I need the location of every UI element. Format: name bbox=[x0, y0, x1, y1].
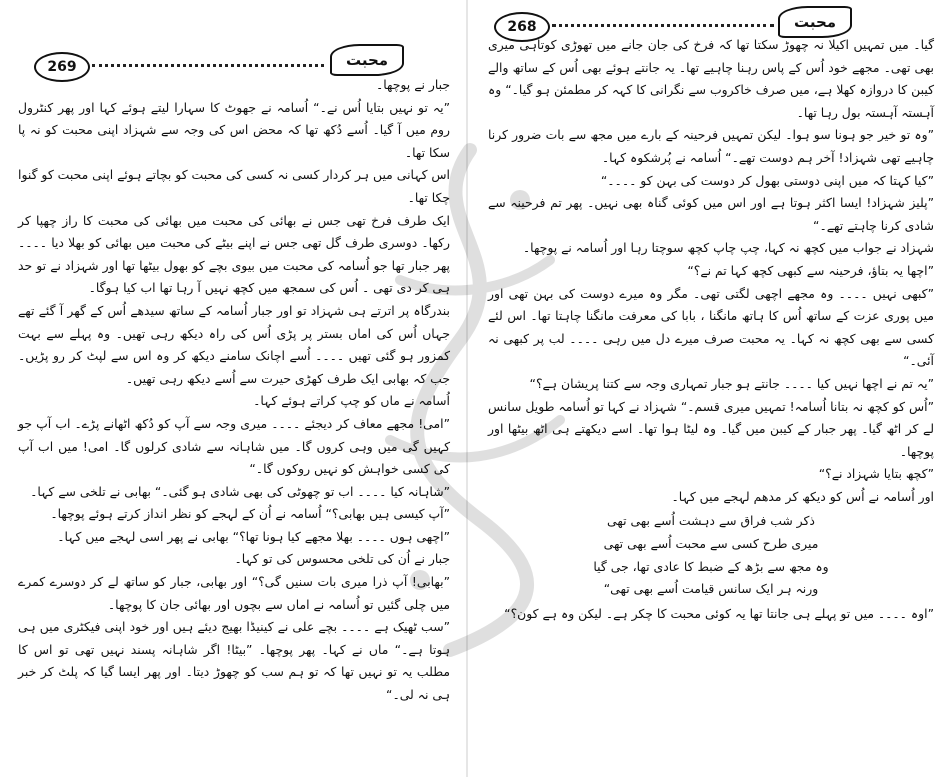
page-number-left: 269 bbox=[34, 52, 90, 82]
paragraph: ”کبھی نہیں ۔۔۔۔ وہ مجھے اچھی لگتی تھی۔ مگر وہ میرے دوست کی بہن تھی اور میں پوری عزت کے ساتھ اُس کا ہاتھ مانگنا ، بابا کی معرفت مانگنا چاہتا تھا۔ اس لئے کسی سے بھی کچھ نہ کہا۔ یہ محبت صرف میرے دل میں رہی ۔۔۔۔ لب پر کبھی نہ آئی۔“ bbox=[488, 285, 934, 369]
poem-line: وہ مجھ سے بڑھ کے ضبط کا عادی تھا، جی گیا bbox=[593, 558, 829, 574]
paragraph: ”وہ تو خیر جو ہونا سو ہوا۔ لیکن تمہیں فرحینہ کے بارے میں مجھ سے بات ضرور کرنا چاہیے تھی شہزاد! آخر ہم دوست تھے۔“ اُسامہ نے پُرشکوہ کہا۔ bbox=[488, 127, 934, 165]
header-dotted-rule bbox=[552, 24, 774, 27]
page-gutter bbox=[466, 0, 468, 777]
header-dotted-rule bbox=[92, 64, 324, 67]
paragraph: ”بھابی! آپ ذرا میری بات سنیں گی؟“ اور بھابی، جبار کو ساتھ لے کر دوسرے کمرے میں چلی گئیں تو اُسامہ نے اماں سے بچوں اور بھائی جان کا پوچھا۔ bbox=[18, 574, 450, 612]
paragraph: ایک طرف فرخ تھی جس نے بھائی کی محبت میں بھائی کی محبت کا راز چھپا کر رکھا۔ دوسری طرف گل تھی جس نے اپنے بیٹے کی محبت میں بھائی کو بھلا دیا ۔۔۔۔ پھر جبار تھا جو اُسامہ کی محبت میں بیوی بچے کو بھول بیٹھا تھا اور شہزاد نے تو حد ہی کر دی تھی ۔ اُس کی سمجھ میں کچھ نہیں آ رہا تھا اب کیا ہوگا۔ bbox=[18, 212, 450, 296]
paragraph: ”اُس کو کچھ نہ بتانا اُسامہ! تمہیں میری قسم۔“ شہزاد نے کہا تو اُسامہ طویل سانس لے کر اٹھ گیا۔ پھر جبار کے کیبن میں گیا۔ وہ لیٹا ہوا تھا۔ اسے دیکھتے ہی اٹھ بیٹھا اور پوچھا۔ bbox=[488, 398, 934, 459]
paragraph: اور اُسامہ نے اُس کو دیکھ کر مدھم لہجے میں کہا۔ bbox=[671, 488, 934, 504]
left-page-header bbox=[0, 0, 460, 80]
paragraph: ”یہ تم نے اچھا نہیں کیا ۔۔۔۔ جانتے ہو جبار تمہاری وجہ سے کتنا پریشان ہے؟“ bbox=[529, 375, 934, 391]
paragraph: ”شاہانہ کیا ۔۔۔۔ اب تو چھوٹی کی بھی شادی ہو گئی۔“ بھابی نے تلخی سے کہا۔ bbox=[30, 483, 450, 499]
paragraph: ”کچھ بتایا شہزاد نے؟“ bbox=[818, 466, 934, 482]
poem-line: ورنہ ہر ایک سانس قیامت اُسے بھی تھی“ bbox=[603, 581, 819, 597]
paragraph: اس کہانی میں ہر کردار کسی نہ کسی کی محبت کو بچاتے ہوئے اپنی محبت کو گنوا چکا تھا۔ bbox=[18, 167, 450, 205]
poem-verse bbox=[488, 508, 934, 602]
paragraph: ”آپ کیسی ہیں بھابی؟“ اُسامہ نے اُن کے لہجے کو نظر انداز کرتے ہوئے پوچھا۔ bbox=[50, 506, 450, 522]
paragraph: اُسامہ نے ماں کو چپ کراتے ہوئے کہا۔ bbox=[253, 393, 450, 409]
magazine-logo: محبت bbox=[778, 6, 852, 38]
paragraph: ”اچھی ہوں ۔۔۔۔ بھلا مجھے کیا ہونا تھا؟“ بھابی نے پھر اسی لہجے میں کہا۔ bbox=[57, 528, 450, 544]
magazine-logo: محبت bbox=[330, 44, 404, 76]
paragraph: ”اچھا یہ بتاؤ، فرحینہ سے کبھی کچھ کہا تم نے؟“ bbox=[687, 262, 934, 278]
paragraph: گیا۔ میں تمہیں اکیلا نہ چھوڑ سکتا تھا کہ فرخ کی جان جانے میں تھوڑی کوتاہی میری بھی تھی۔ مجھے خود اُس کے پاس رہنا چاہیے تھا۔ یہ جانتے ہوئے بھی اُس کے ساتھ والے کیبن کا دروازہ کھلا ہے، میں صرف خاکروب سے نگرانی کا کہہ کر مطمئن ہو گیا۔“ وہ آہستہ آہستہ بول رہا تھا۔ bbox=[488, 37, 934, 120]
paragraph: جبار نے پوچھا۔ bbox=[376, 77, 450, 92]
paragraph: جبار نے اُن کی تلخی محسوس کی تو کہا۔ bbox=[234, 551, 450, 567]
paragraph: ”سب ٹھیک ہے ۔۔۔۔ بچے علی نے کینیڈا بھیج دیئے ہیں اور خود اپنی فیکٹری میں ہی ہوتا ہے۔“ ماں نے کہا۔ پھر پوچھا۔ ”بیٹا! اگر شاہانہ پسند نہیں تھی تو اس کا مطلب یہ تو نہیں تھا کہ تو ہم سب کو چھوڑ دیتا۔ اور پھر ایسا گیا کہ پلٹ کر خبر ہی نہ لی۔“ bbox=[18, 619, 450, 703]
closing-paragraph: ”اوہ ۔۔۔۔ میں تو پہلے ہی جانتا تھا یہ کوئی محبت کا چکر ہے۔ لیکن وہ ہے کون؟“ bbox=[504, 605, 934, 621]
paragraph: ”کیا کہتا کہ میں اپنی دوستی بھول کر دوست کی بہن کو ۔۔۔۔“ bbox=[600, 172, 934, 188]
paragraph: بندرگاہ پر اترتے ہی شہزاد تو اور جبار اُسامہ کے ساتھ سیدھے اُس کے گھر آ گئے تھے جہاں اُس کی اماں بستر پر پڑی اُس کی راہ دیکھ رہی تھیں۔ وہ پہلے سے بہت کمزور ہو گئی تھیں ۔۔۔۔ اُسے اچانک سامنے دیکھ کر وہ اس سے لپٹ کر رو پڑیں۔ جب کہ بھابی ایک طرف کھڑی حیرت سے اُسے دیکھ رہی تھیں۔ bbox=[18, 302, 450, 386]
left-page-body bbox=[18, 74, 450, 707]
paragraph: شہزاد نے جواب میں کچھ نہ کہا، چپ چاپ کچھ سوچتا رہا اور اُسامہ نے پوچھا۔ bbox=[522, 240, 934, 256]
right-page-body bbox=[488, 34, 934, 625]
poem-line: میری طرح کسی سے محبت اُسے بھی تھی bbox=[603, 536, 819, 552]
paragraph: ”پلیز شہزاد! ایسا اکثر ہوتا ہے اور اس میں کوئی گناہ بھی نہیں۔ پھر تم فرحینہ سے شادی کرنا چاہتے تھے۔“ bbox=[488, 195, 934, 233]
right-page bbox=[478, 0, 939, 777]
paragraph: ”امی! مجھے معاف کر دیجئے ۔۔۔۔ میری وجہ سے آپ کو دُکھ اٹھانے پڑے۔ اب آپ جو کہیں گی میں وہی کروں گا۔ میں شاہانہ سے شادی کرلوں گا۔ امی! میں اب آپ کی کسی خواہش کو نہیں روکوں گا۔“ bbox=[18, 415, 450, 477]
left-page bbox=[0, 0, 460, 777]
paragraph: ”یہ تو نہیں بتایا اُس نے۔“ اُسامہ نے جھوٹ کا سہارا لیتے ہوئے کہا اور پھر کنٹرول روم میں آ گیا۔ اُسے دُکھ تھا کہ محض اس کی وجہ سے شہزاد اپنی محبت کو نہ پا سکا تھا۔ bbox=[18, 99, 450, 160]
page-number-right: 268 bbox=[494, 12, 550, 42]
poem-line: ذکر شب فراق سے دہشت اُسے بھی تھی bbox=[607, 513, 815, 529]
